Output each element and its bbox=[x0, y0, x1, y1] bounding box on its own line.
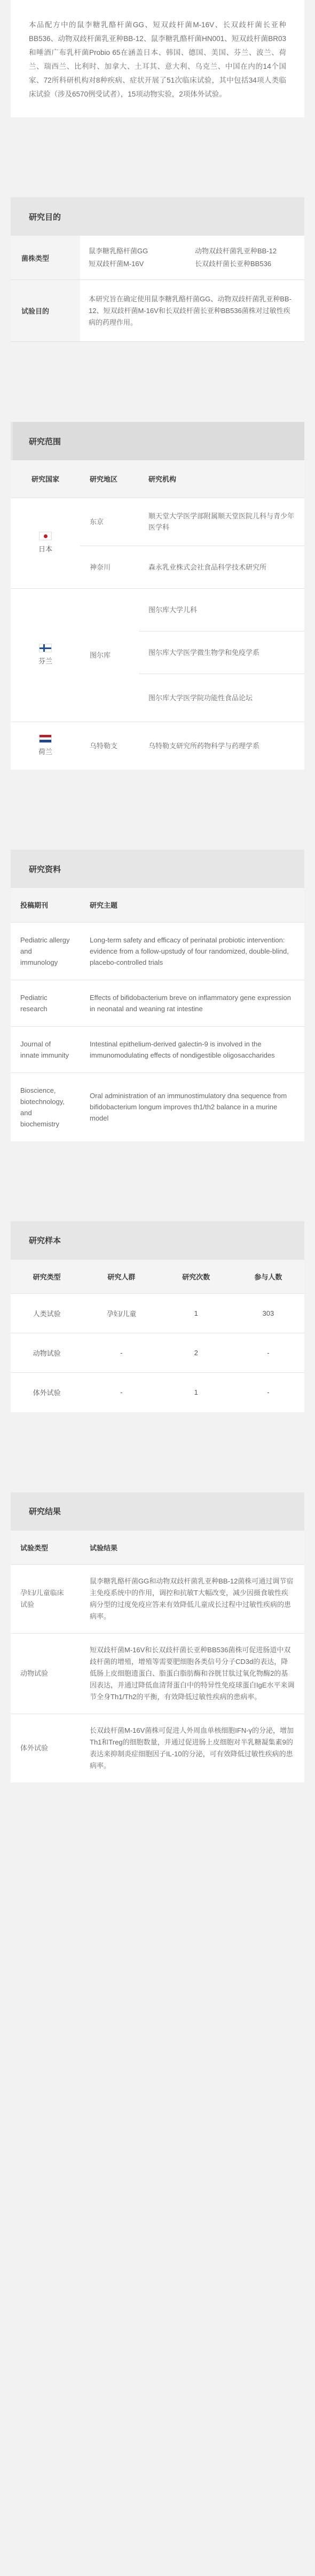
count-cell: 2 bbox=[160, 1333, 232, 1373]
journal-cell: Bioscience, biotechnology, and biochemistry bbox=[11, 1073, 80, 1141]
participants-cell: 303 bbox=[232, 1294, 304, 1333]
topic-cell: Oral administration of an immunostimulatory dna sequence from bifidobacterium longum improves th1/th2 balance in a murine model bbox=[80, 1073, 304, 1141]
strain-item: 短双歧杆菌M-16V bbox=[89, 260, 144, 268]
section-title: 研究范围 bbox=[11, 422, 304, 460]
col-header: 研究人群 bbox=[83, 1260, 160, 1294]
result-cell: 长双歧杆菌M-16V菌株可促进人外周血单核细胞IFN-γ的分泌，增加Th1和Treg的细胞数量，并通过促进肠上皮细胞对半乳糖凝集素9的表达来抑制炎症细胞因子IL-10的分泌，可有效降低过敏性疾病的患病率。 bbox=[80, 1714, 304, 1783]
country-cell bbox=[11, 498, 80, 588]
population-cell: - bbox=[83, 1333, 160, 1373]
col-header: 研究次数 bbox=[160, 1260, 232, 1294]
col-header: 试验类型 bbox=[11, 1531, 80, 1565]
japan-flag-icon bbox=[39, 532, 52, 540]
data-table bbox=[11, 888, 304, 1141]
table-row bbox=[11, 1333, 304, 1373]
type-cell: 体外试验 bbox=[11, 1373, 83, 1412]
purpose-table bbox=[11, 236, 304, 342]
institution-cell: 森永乳业株式会社食品科学技术研究所 bbox=[139, 546, 304, 588]
strain-item: 长双歧杆菌长亚种BB536 bbox=[195, 260, 272, 268]
data-section bbox=[11, 850, 304, 1141]
country-name: 芬兰 bbox=[38, 657, 52, 665]
participants-cell: - bbox=[232, 1373, 304, 1412]
region-cell: 乌特勒支 bbox=[80, 722, 139, 770]
journal-cell: Pediatric research bbox=[11, 980, 80, 1026]
finland-flag-icon bbox=[39, 644, 52, 652]
type-cell: 体外试验 bbox=[11, 1714, 80, 1783]
section-title: 研究样本 bbox=[11, 1221, 304, 1260]
results-table bbox=[11, 1531, 304, 1783]
sample-table bbox=[11, 1260, 304, 1412]
type-cell: 人类试验 bbox=[11, 1294, 83, 1333]
strain-item: 鼠李糖乳酪杆菌GG bbox=[89, 247, 148, 255]
section-title: 研究目的 bbox=[11, 197, 304, 236]
region-cell: 神奈川 bbox=[80, 546, 139, 588]
topic-cell: Long-term safety and efficacy of perinatal probiotic intervention: evidence from a follow-upstudy of four randomized, double-blind, placebo-controlled trials bbox=[80, 922, 304, 980]
objective-label: 试验目的 bbox=[11, 280, 80, 342]
netherlands-flag-icon bbox=[39, 734, 52, 743]
type-cell: 动物试验 bbox=[11, 1333, 83, 1373]
col-header: 研究地区 bbox=[80, 460, 139, 498]
population-cell: 孕妇/儿童 bbox=[83, 1294, 160, 1333]
journal-cell: Journal of innate immunity bbox=[11, 1026, 80, 1073]
col-header: 参与人数 bbox=[232, 1260, 304, 1294]
col-header: 研究类型 bbox=[11, 1260, 83, 1294]
result-cell: 鼠李糖乳酪杆菌GG和动物双歧杆菌乳亚种BB-12菌株可通过调节宿主免疫系统中的作用，调控和抗敏T大幅改变，减少因摄食敏性疾病分型的过度免疫应答来有效降低儿童成长过程中过敏性疾病的患病率。 bbox=[80, 1565, 304, 1634]
strain-label: 菌株类型 bbox=[11, 236, 80, 280]
results-section bbox=[11, 1492, 304, 1783]
institution-cell: 乌特勒支研究所药物科学与药理学系 bbox=[139, 722, 304, 770]
section-title: 研究结果 bbox=[11, 1492, 304, 1531]
col-header: 试验结果 bbox=[80, 1531, 304, 1565]
count-cell: 1 bbox=[160, 1373, 232, 1412]
table-row bbox=[11, 1373, 304, 1412]
section-title: 研究资料 bbox=[11, 850, 304, 888]
result-cell: 短双歧杆菌M-16V和长双歧杆菌长亚种BB536菌株可促进肠道中双歧杆菌的增殖，增殖等需要肥细胞各类信号分子CD3d的表达，降低肠上皮细胞遗蛋白、脂蛋白脂肪酶和谷胱甘肽过氧化物酶2的基因表达，并通过降低血清肾蛋白中的特异性免疫球蛋白IgE水平来调节全身Th1/Th2的平衡，有效降低过敏性疾病的患病率。 bbox=[80, 1634, 304, 1714]
journal-cell: Pediatric allergy and immunology bbox=[11, 922, 80, 980]
region-cell: 东京 bbox=[80, 498, 139, 546]
objective-text: 本研究旨在确定使用鼠李糖乳酪杆菌GG、动物双歧杆菌乳亚种BB-12、短双歧杆菌M-16V和长双歧杆菌长亚种BB536菌株对过敏性疾病的药理作用。 bbox=[80, 280, 304, 342]
col-header: 研究主题 bbox=[80, 888, 304, 922]
col-header: 研究国家 bbox=[11, 460, 80, 498]
strain-item: 动物双歧杆菌乳亚种BB-12 bbox=[195, 247, 277, 255]
country-name: 荷兰 bbox=[38, 747, 52, 756]
scope-table bbox=[11, 460, 304, 770]
sample-section bbox=[11, 1221, 304, 1412]
institution-cell: 图尔库大学医学院功能性食品论坛 bbox=[139, 674, 304, 722]
col-header: 投稿期刊 bbox=[11, 888, 80, 922]
institution-cell: 图尔库大学儿科 bbox=[139, 588, 304, 631]
purpose-section bbox=[11, 197, 304, 342]
topic-cell: Effects of bifidobacterium breve on inflammatory gene expression in neonatal and weaning rat intestine bbox=[80, 980, 304, 1026]
type-cell: 动物试验 bbox=[11, 1634, 80, 1714]
col-header: 研究机构 bbox=[139, 460, 304, 498]
table-row bbox=[11, 1294, 304, 1333]
count-cell: 1 bbox=[160, 1294, 232, 1333]
institution-cell: 图尔库大学医学微生物学和免疫学系 bbox=[139, 631, 304, 674]
region-cell: 图尔库 bbox=[80, 588, 139, 722]
country-cell bbox=[11, 588, 80, 722]
institution-cell: 顺天堂大学医学部附属顺天堂医院儿科与青少年医学科 bbox=[139, 498, 304, 546]
intro-paragraph: 本品配方中的鼠李糖乳酪杆菌GG、短双歧杆菌M-16V、长双歧杆菌长亚种BB536、动物双歧杆菌乳亚种BB-12、鼠李糖乳酪杆菌HN001、短双歧杆菌BR03和唾酒广布乳杆菌Probio 65在涵盖日本、韩国、德国、美国、芬兰、波兰、荷兰、瑞西兰、比利时、加拿大、土耳其、意大利、乌克兰、中国在内的14个国家、72所科研机构对8种疾病、症状开展了51次临床试验，其中包括34项人类临床试验（涉及6570例受试者），15项动物实验，2项体外试验。 bbox=[11, 0, 304, 117]
population-cell: - bbox=[83, 1373, 160, 1412]
type-cell: 孕妇/儿童临床试验 bbox=[11, 1565, 80, 1634]
topic-cell: Intestinal epithelium-derived galectin-9 is involved in the immunomodulating effects of nondigestible oligosaccharides bbox=[80, 1026, 304, 1073]
strain-list bbox=[89, 245, 296, 270]
country-name: 日本 bbox=[38, 545, 52, 553]
participants-cell: - bbox=[232, 1333, 304, 1373]
country-cell bbox=[11, 722, 80, 770]
scope-section bbox=[11, 422, 304, 770]
